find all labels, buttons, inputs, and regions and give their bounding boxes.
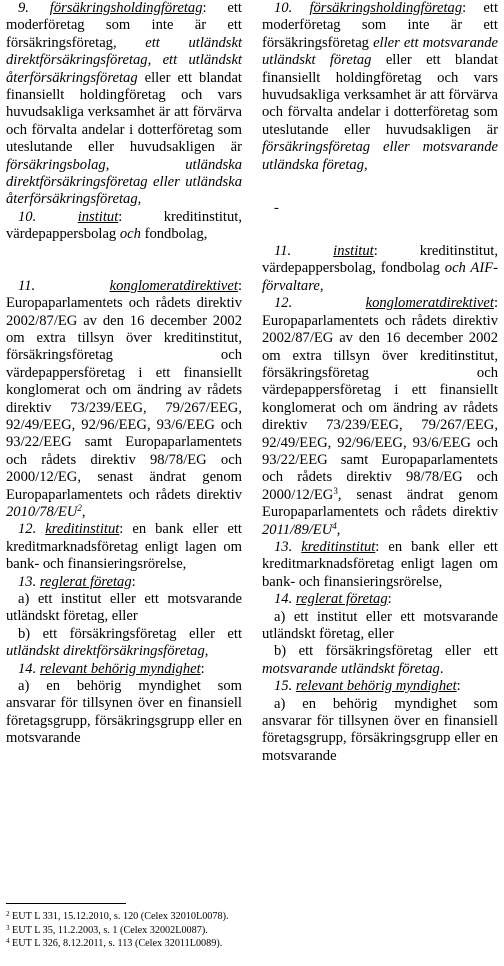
item-number: 13. <box>274 538 293 555</box>
item-number: 13. <box>18 573 37 590</box>
definition-text: : <box>456 678 461 695</box>
defined-term: konglomeratdirektivet <box>109 277 238 294</box>
item-number: 12. <box>18 521 37 538</box>
definition-italic-text: 2011/89/EU <box>262 521 333 538</box>
defined-term: institut <box>333 243 374 260</box>
item-number: 14. <box>274 591 293 608</box>
removed-item-dash: - <box>274 200 279 217</box>
footnote-text: EUT L 35, 11.2.2003, s. 1 (Celex 32002L0087). <box>12 924 208 936</box>
right-column-proposed-wording <box>262 0 498 765</box>
definition-italic-text: ett utländskt direktförsäkringsföretag, ett utländskt återförsäkringsföretag <box>6 34 242 86</box>
definition-text: , <box>204 643 209 660</box>
item-number: 15. <box>274 678 293 695</box>
left-paragraph-10 <box>6 209 242 244</box>
definition-italic-text: eller ett motsvarande utländskt företag <box>262 34 498 69</box>
left-paragraph-13 <box>6 574 242 591</box>
definition-text: : <box>131 573 136 590</box>
definition-italic-text: utländskt direktförsäkringsföretag <box>6 643 205 660</box>
footnote-4 <box>6 937 496 951</box>
definition-italic-text: försäkringsföretag eller motsvarande utländska företag <box>262 139 498 173</box>
right-paragraph-12 <box>262 295 498 539</box>
item-number: 14. <box>18 660 37 677</box>
footnotes <box>6 910 496 951</box>
definition-italic-text: motsvarande utländskt företag <box>262 660 440 677</box>
definition-text: : ett moderföretag som inte är ett försäkringsföretag <box>262 0 498 51</box>
spacer <box>6 244 242 278</box>
definition-italic-text: försäkringsbolag, utländska direktförsäkringsföretag eller utländska återförsäkringsföretag <box>6 156 242 208</box>
definition-text: : ett moderföretag som inte är ett försäkringsföretag, <box>6 0 242 51</box>
footnote-text: EUT L 331, 15.12.2010, s. 120 (Celex 32010L0078). <box>12 911 229 922</box>
item-number: 11. <box>274 243 292 260</box>
definition-text: b) ett försäkringsföretag eller ett <box>274 643 498 660</box>
definition-text: , <box>137 191 142 208</box>
definition-text: , <box>319 277 324 294</box>
definition-italic-text: 2010/78/EU <box>6 503 78 520</box>
definition-text: : kreditinstitut, värdepappersbolag <box>6 208 242 243</box>
right-paragraph-13 <box>262 539 498 591</box>
definition-text: : Europaparlamentets och rådets direktiv 2002/87/EG av den 16 december 2002 om extra tillsyn över kreditinstitut, försäkringsföretag och värdepappersföretag i ett finansiellt konglomerat och om ändring av rådets direktiv 73/239/EEG, 79/267/EEG, 92/49/EEG, 92/96/EEG, 93/6/EEG och 93/22/EEG samt Europaparlamentets och rådets direktiv 98/78/EG och 2000/12/EG, senast ändrat genom Europaparlamentets och rådets direktiv <box>6 277 242 503</box>
left-paragraph-9 <box>6 0 242 209</box>
right-paragraph-14-a: a) ett institut eller ett motsvarande utländskt företag, eller <box>262 608 498 642</box>
definition-text: , <box>364 156 368 173</box>
item-number: 10. <box>18 208 37 225</box>
defined-term: försäkringsholdingföretag <box>309 0 463 16</box>
right-paragraph-11 <box>262 243 498 295</box>
definition-text: : en bank eller ett kreditmarknadsföretag enligt lagen om bank- och finansieringsrörelse, <box>262 538 498 590</box>
defined-term: institut <box>77 208 119 225</box>
left-paragraph-14-a: a) en behörig myndighet som ansvarar för tillsynen över en finansiell företagsgrupp, försäkringsgrupp eller en motsvarande <box>6 678 242 747</box>
left-paragraph-12 <box>6 521 242 573</box>
definition-text: eller ett blandat finansiellt holdingföretag och vars huvudsakliga verksamhet är att förvärva och förvalta andelar i dotterföretag som uteslutande eller huvudsakligen är <box>262 52 498 138</box>
definition-text: fondbolag, <box>140 226 208 243</box>
spacer <box>262 217 498 243</box>
defined-term: relevant behörig myndighet <box>295 678 457 695</box>
item-number: 11. <box>18 277 36 294</box>
footnote-ref-3[interactable]: 3 <box>333 485 338 496</box>
defined-term: reglerat företag <box>295 591 388 608</box>
footnote-ref-4[interactable]: 4 <box>332 520 337 531</box>
definition-text: : <box>387 591 392 608</box>
footnote-ref-2[interactable]: 2 <box>77 502 82 513</box>
item-number: 9. <box>18 0 29 16</box>
definition-text: , <box>336 521 341 538</box>
definition-text: . <box>439 660 444 677</box>
left-column-current-wording <box>6 0 242 748</box>
defined-term: konglomeratdirektivet <box>365 295 494 312</box>
left-paragraph-14 <box>6 661 242 678</box>
item-number: 12. <box>274 295 293 312</box>
definition-text: b) ett försäkringsföretag eller ett <box>18 625 242 642</box>
right-paragraph-14-b <box>262 643 498 678</box>
definition-text: , senast ändrat genom Europaparlamentets och rådets direktiv <box>262 486 498 521</box>
footnote-number: 4 <box>6 937 10 946</box>
definition-text: : en bank eller ett kreditmarknadsföretag enligt lagen om bank- och finansieringsrörelse, <box>6 521 242 573</box>
definition-text: : kreditinstitut, värdepappersbolag, fondbolag <box>262 243 498 277</box>
left-paragraph-13-a: a) ett institut eller ett motsvarande utländskt företag, eller <box>6 591 242 625</box>
footnote-3 <box>6 924 496 938</box>
definition-italic-text: och AIF-förvaltare <box>262 260 498 294</box>
defined-term: reglerat företag <box>39 573 132 590</box>
definition-text: eller ett blandat finansiellt holdingföretag och vars huvudsakliga verksamhet är att förvärva och förvalta andelar i dotterföretag som uteslutande eller huvudsakligen är <box>6 69 242 156</box>
right-paragraph-15-a: a) en behörig myndighet som ansvarar för tillsynen över en finansiell företagsgrupp, försäkringsgrupp eller en motsvarande <box>262 695 498 764</box>
defined-term: kreditinstitut <box>45 521 120 538</box>
footnote-text: EUT L 326, 8.12.2011, s. 113 (Celex 32011L0089). <box>12 938 223 950</box>
right-paragraph-15 <box>262 678 498 695</box>
definition-text: , <box>81 503 86 520</box>
left-paragraph-11 <box>6 278 242 522</box>
defined-term: relevant behörig myndighet <box>39 660 201 677</box>
left-paragraph-13-b <box>6 626 242 661</box>
right-paragraph-10 <box>262 0 498 174</box>
footnote-number: 3 <box>6 923 10 932</box>
footnote-divider <box>6 903 126 904</box>
item-number: 10. <box>274 0 293 16</box>
footnote-number: 2 <box>6 910 10 918</box>
definition-italic-text: och <box>119 226 141 243</box>
footnote-2 <box>6 910 496 924</box>
spacer <box>262 174 498 200</box>
defined-term: kreditinstitut <box>301 538 376 555</box>
right-paragraph-14 <box>262 591 498 608</box>
defined-term: försäkringsholdingföretag <box>49 0 203 16</box>
definition-text: : Europaparlamentets och rådets direktiv 2002/87/EG av den 16 december 2002 om extra tillsyn över kreditinstitut, försäkringsföretag och värdepappersföretag i ett finansiellt konglomerat och om ändring av rådets direktiv 73/239/EEG, 79/267/EEG, 92/49/EEG, 92/96/EEG, 93/6/EEG och 93/22/EEG samt Europaparlamentets och rådets direktiv 98/78/EG och 2000/12/EG <box>262 295 498 503</box>
definition-text: : <box>200 660 205 677</box>
